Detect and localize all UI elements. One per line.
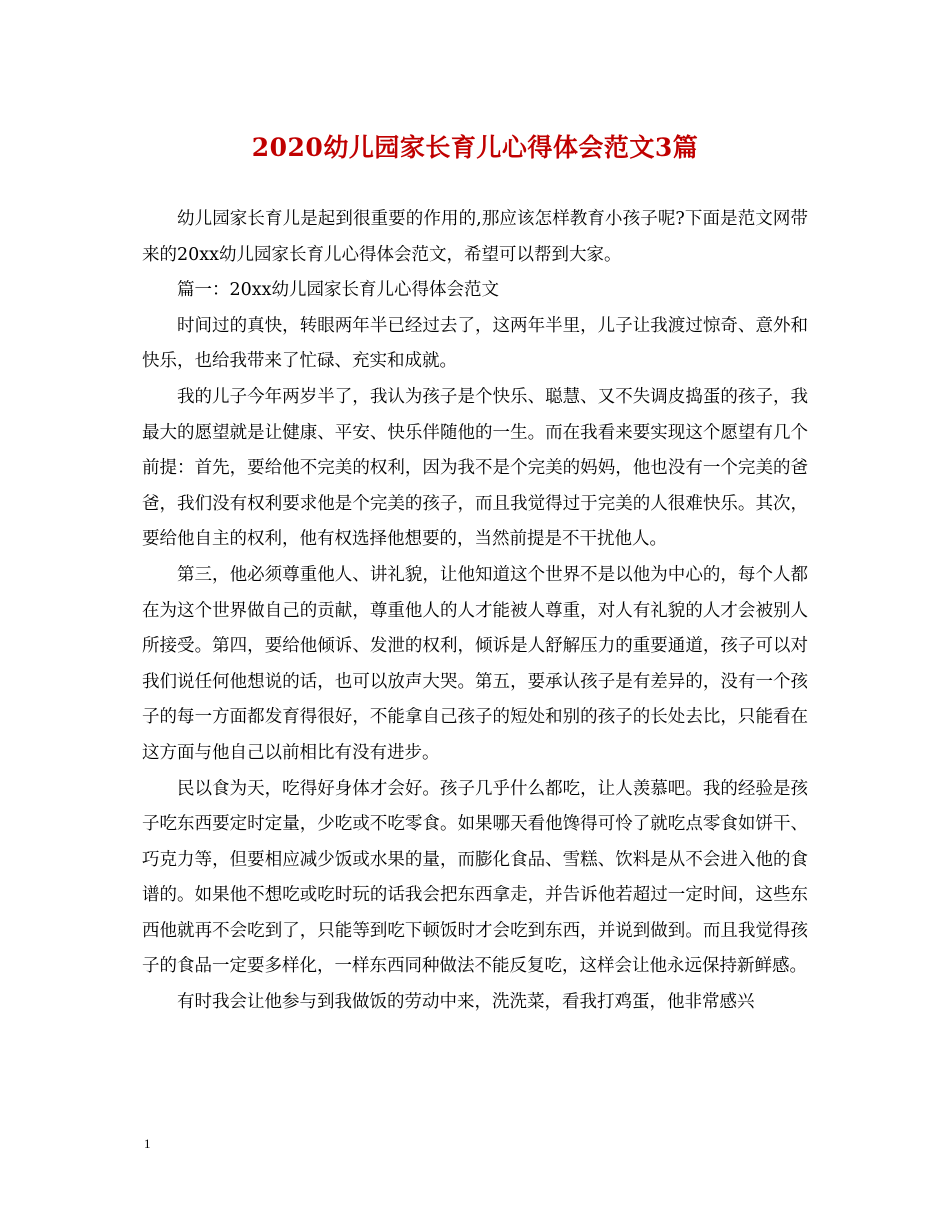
paragraph-wishes: 我的儿子今年两岁半了，我认为孩子是个快乐、聪慧、又不失调皮捣蛋的孩子，我最大的愿望就是让健康、平安、快乐伴随他的一生。而在我看来要实现这个愿望有几个前提：首先，要给他不完美的权利，因为我不是个完美的妈妈，他也没有一个完美的爸爸，我们没有权利要求他是个完美的孩子，而且我觉得过于完美的人很难快乐。其次，要给他自主的权利，他有权选择他想要的，当然前提是不干扰他人。 xyxy=(142,386,808,550)
paragraph-section-heading: 篇一：20xx幼儿园家长育儿心得体会范文 xyxy=(177,280,500,301)
paragraph-respect: 第三，他必须尊重他人、讲礼貌，让他知道这个世界不是以他为中心的，每个人都在为这个世界做自己的贡献，尊重他人的人才能被人尊重，对人有礼貌的人才会被别人所接受。第四，要给他倾诉、发泄的权利，倾诉是人舒解压力的重要通道，孩子可以对我们说任何他想说的话，也可以放声大哭。第五，要承认孩子是有差异的，没有一个孩子的每一方面都发育得很好，不能拿自己孩子的短处和别的孩子的长处去比，只能看在这方面与他自己以前相比有没有进步。 xyxy=(142,564,808,763)
paragraph-intro: 幼儿园家长育儿是起到很重要的作用的,那应该怎样教育小孩子呢?下面是范文网带来的20xx幼儿园家长育儿心得体会范文，希望可以帮到大家。 xyxy=(142,209,808,265)
paragraph-time-passes: 时间过的真快，转眼两年半已经过去了，这两年半里，儿子让我渡过惊奇、意外和快乐，也给我带来了忙碌、充实和成就。 xyxy=(142,315,808,372)
document-body xyxy=(142,202,808,1021)
document-title: 2020幼儿园家长育儿心得体会范文3篇 xyxy=(251,133,699,162)
paragraph-eating: 民以食为天，吃得好身体才会好。孩子几乎什么都吃，让人羡慕吧。我的经验是孩子吃东西要定时定量，少吃或不吃零食。如果哪天看他馋得可怜了就吃点零食如饼干、巧克力等，但要相应减少饭或水果的量，而膨化食品、雪糕、饮料是从不会进入他的食谱的。如果他不想吃或吃时玩的话我会把东西拿走，并告诉他若超过一定时间，这些东西他就再不会吃到了，只能等到吃下顿饭时才会吃到东西，并说到做到。而且我觉得孩子的食品一定要多样化，一样东西同种做法不能反复吃，这样会让他永远保持新鲜感。 xyxy=(142,778,808,977)
paragraph-cooking: 有时我会让他参与到我做饭的劳动中来，洗洗菜，看我打鸡蛋，他非常感兴 xyxy=(177,992,755,1013)
page-number: 1 xyxy=(144,1136,151,1151)
